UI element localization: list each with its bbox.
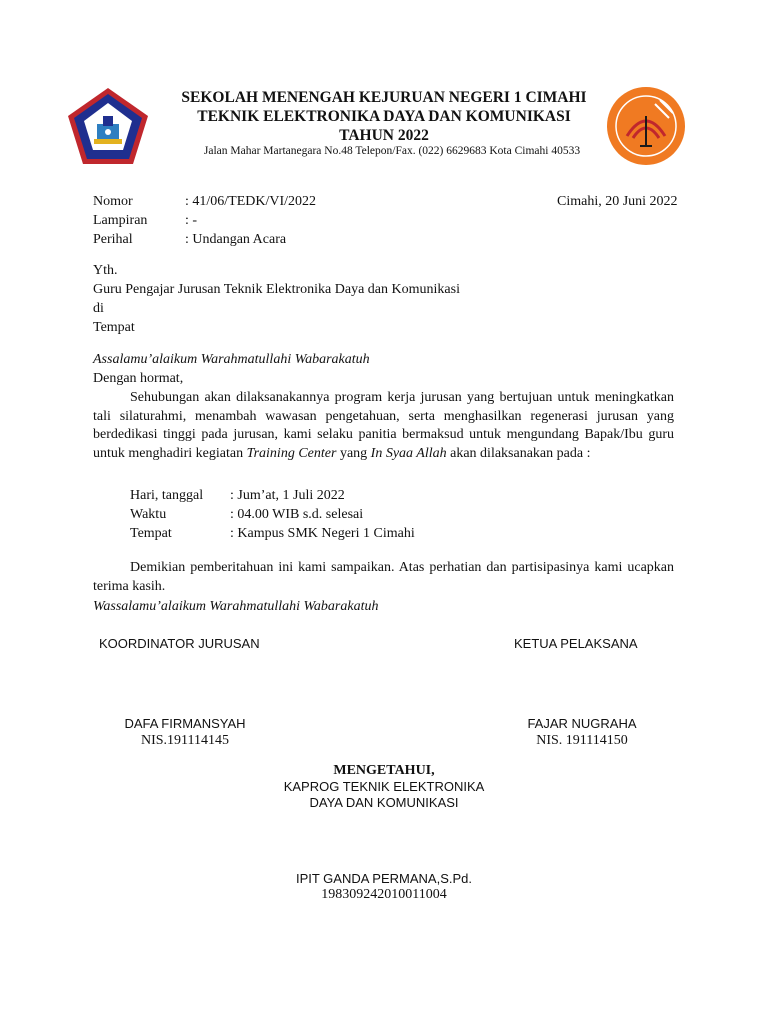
left-signer-nis: NIS.191114145 xyxy=(140,733,230,748)
left-signer-title: KOORDINATOR JURUSAN xyxy=(99,636,260,651)
right-signer-name: FAJAR NUGRAHA xyxy=(527,716,637,731)
main-paragraph xyxy=(93,389,674,463)
recipient-name: Guru Pengajar Jurusan Teknik Elektronika Daya dan Komunikasi xyxy=(93,282,460,297)
insyaallah-text: In Syaa Allah xyxy=(370,445,447,461)
nomor-label: Nomor xyxy=(93,194,133,209)
greeting: Dengan hormat, xyxy=(93,371,184,386)
nomor-value: : 41/06/TEDK/VI/2022 xyxy=(185,194,317,209)
waktu-label: Waktu xyxy=(130,507,167,522)
perihal-label: Perihal xyxy=(93,232,133,247)
main-paragraph-text-1: Sehubungan akan dilaksanakannya program kerja jurusan yang bertujuan untuk meningkatkan tali silaturahmi, menambah wawasan pengetahuan, serta menghasilkan regenerasi jurusan yang berdedikasi tinggi pada jurusan, kami selaku panitia bermaksud untuk mengundang Bapak/Ibu guru untuk menghadiri kegiatan xyxy=(93,390,674,461)
hari-value: : Jum’at, 1 Juli 2022 xyxy=(230,488,345,503)
closing-paragraph: Demikian pemberitahuan ini kami sampaikan. Atas perhatian dan partisipasinya kami ucapkan terima kasih. xyxy=(93,560,674,594)
header-year: TAHUN 2022 xyxy=(339,127,429,144)
mengetahui-label: MENGETAHUI, xyxy=(333,763,435,778)
main-paragraph-text-2: yang xyxy=(336,445,371,461)
kaprog-nip: 198309242010011004 xyxy=(321,887,447,902)
header-department: TEKNIK ELEKTRONIKA DAYA DAN KOMUNIKASI xyxy=(197,108,571,125)
recipient-yth: Yth. xyxy=(93,263,118,278)
header-address: Jalan Mahar Martanegara No.48 Telepon/Fax. (022) 6629683 Kota Cimahi 40533 xyxy=(203,145,581,157)
perihal-value: : Undangan Acara xyxy=(185,232,287,247)
recipient-place: Tempat xyxy=(93,320,135,335)
right-signer-nis: NIS. 191114150 xyxy=(536,733,628,748)
salam-opening: Assalamu’alaikum Warahmatullahi Wabarakatuh xyxy=(93,352,370,367)
kaprog-name: IPIT GANDA PERMANA,S.Pd. xyxy=(295,871,473,886)
left-signer-name: DAFA FIRMANSYAH xyxy=(124,716,246,731)
lampiran-label: Lampiran xyxy=(93,213,148,228)
tempat-value: : Kampus SMK Negeri 1 Cimahi xyxy=(230,526,415,541)
tempat-label: Tempat xyxy=(130,526,172,541)
right-signer-title: KETUA PELAKSANA xyxy=(514,636,638,651)
waktu-value: : 04.00 WIB s.d. selesai xyxy=(230,507,364,522)
salam-closing: Wassalamu’alaikum Warahmatullahi Wabarakatuh xyxy=(93,599,379,614)
kaprog-title-line2: DAYA DAN KOMUNIKASI xyxy=(309,795,459,810)
kaprog-title-line1: KAPROG TEKNIK ELEKTRONIKA xyxy=(283,779,485,794)
lampiran-value: : - xyxy=(185,213,198,228)
main-paragraph-text-3: akan dilaksanakan pada : xyxy=(446,445,591,461)
training-center-text: Training Center xyxy=(246,445,337,461)
hari-label: Hari, tanggal xyxy=(130,488,204,503)
header-school-name: SEKOLAH MENENGAH KEJURUAN NEGERI 1 CIMAHI xyxy=(181,89,587,106)
letter-date: Cimahi, 20 Juni 2022 xyxy=(557,194,678,209)
recipient-di: di xyxy=(93,301,104,316)
